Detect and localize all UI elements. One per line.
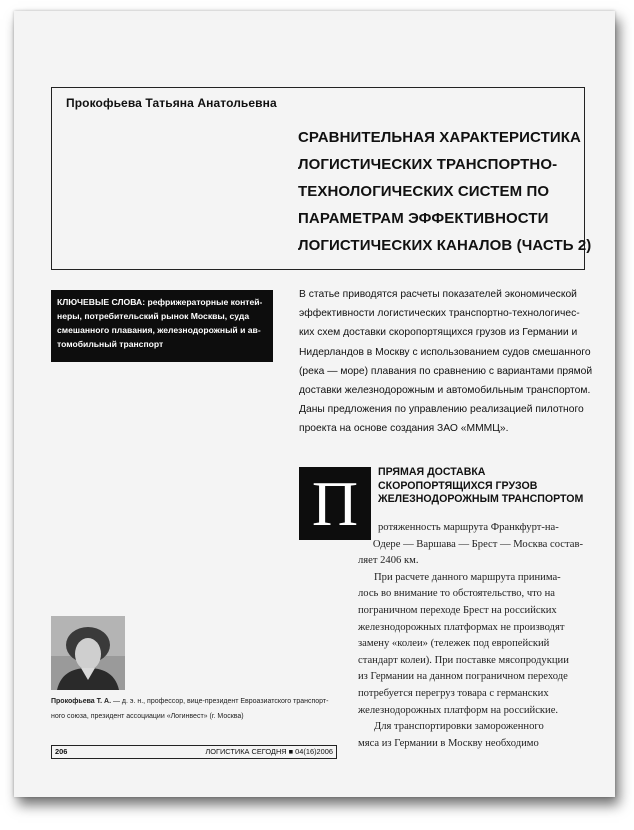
- body-line: Одере — Варшава — Брест — Москва состав-: [372, 538, 583, 550]
- abstract-line: эффективности логистических транспортно-технологичес-: [299, 308, 580, 320]
- caption-name: Прокофьева Т. А.: [51, 698, 112, 705]
- author-photo: [51, 616, 125, 690]
- journal-issue: ЛОГИСТИКА СЕГОДНЯ ■ 04(16)2006: [205, 747, 333, 756]
- author-caption: [51, 694, 351, 724]
- keywords-box: [51, 290, 273, 362]
- section-heading-line: ПРЯМАЯ ДОСТАВКА: [378, 466, 486, 478]
- title-line: СРАВНИТЕЛЬНАЯ ХАРАКТЕРИСТИКА: [298, 129, 581, 146]
- caption-text: — д. э. н., профессор, вице-президент Евроазиатского транспорт-: [111, 698, 329, 705]
- keywords-line: неры, потребительский рынок Москвы, суда: [57, 311, 250, 321]
- abstract: [299, 285, 593, 439]
- body-line: Для транспортировки замороженного: [374, 721, 544, 733]
- keywords-line: КЛЮЧЕВЫЕ СЛОВА: рефрижераторные контей-: [57, 297, 263, 307]
- page-footer: [51, 745, 337, 759]
- body-line: При расчете данного маршрута принима-: [374, 571, 561, 583]
- article-page: [14, 11, 615, 797]
- section-heading-line: СКОРОПОРТЯЩИХСЯ ГРУЗОВ: [378, 479, 538, 492]
- body-line: стандарт колеи). При поставке мясопродукции: [358, 654, 569, 666]
- body-line: пограничном переходе Брест на российских: [358, 604, 557, 616]
- title-line: ТЕХНОЛОГИЧЕСКИХ СИСТЕМ ПО: [298, 183, 550, 200]
- body-line: железнодорожных платформах не производят: [358, 621, 565, 633]
- title-line: ЛОГИСТИЧЕСКИХ ТРАНСПОРТНО-: [298, 156, 558, 173]
- page-number: 206: [55, 747, 68, 756]
- body-line: ротяженность маршрута Франкфурт-на-: [378, 522, 559, 533]
- body-line: из Германии на данном пограничном переходе: [358, 671, 568, 683]
- abstract-line: В статье приводятся расчеты показателей экономической: [299, 289, 577, 300]
- caption-text: ного союза, президент ассоциации «Логинвест» (г. Москва): [51, 713, 244, 720]
- abstract-line: ких схем доставки скоропортящихся грузов из Германии и: [299, 327, 578, 339]
- portrait-image: [51, 616, 125, 690]
- abstract-line: доставки железнодорожным и автомобильным транспортом.: [299, 385, 591, 397]
- header-box: [51, 87, 592, 270]
- author-name: Прокофьева Татьяна Анатольевна: [66, 96, 277, 110]
- title-line: ЛОГИСТИЧЕСКИХ КАНАЛОВ (ЧАСТЬ 2): [298, 237, 592, 254]
- section-heading: [378, 466, 588, 507]
- abstract-line: (река — море) плавания по сравнению с вариантами прямой: [299, 365, 593, 377]
- body-line: ляет 2406 км.: [358, 555, 419, 567]
- body-line: мяса из Германии в Москву необходимо: [358, 737, 539, 749]
- dropcap: П: [299, 467, 371, 540]
- article-title: [298, 124, 592, 259]
- keywords-line: томобильный транспорт: [57, 339, 164, 349]
- body-line: замену «колеи» (тележек под европейский: [358, 638, 550, 650]
- body-line: железнодорожных платформ на российские.: [358, 704, 559, 716]
- body-line: потребуется перегруз товара с германских: [358, 687, 549, 699]
- section-heading-line: ЖЕЛЕЗНОДОРОЖНЫМ ТРАНСПОРТОМ: [378, 493, 584, 505]
- title-line: ПАРАМЕТРАМ ЭФФЕКТИВНОСТИ: [298, 210, 549, 227]
- abstract-line: проекта на основе создания ЗАО «МММЦ».: [299, 423, 509, 435]
- body-line: лось во внимание то обстоятельство, что на: [358, 588, 555, 600]
- abstract-line: Нидерландов в Москву с использованием судов смешанного: [299, 346, 591, 358]
- body-text: [358, 520, 583, 752]
- keywords-line: смешанного плавания, железнодорожный и ав-: [57, 325, 261, 335]
- abstract-line: Даны предложения по управлению реализацией пилотного: [299, 404, 584, 416]
